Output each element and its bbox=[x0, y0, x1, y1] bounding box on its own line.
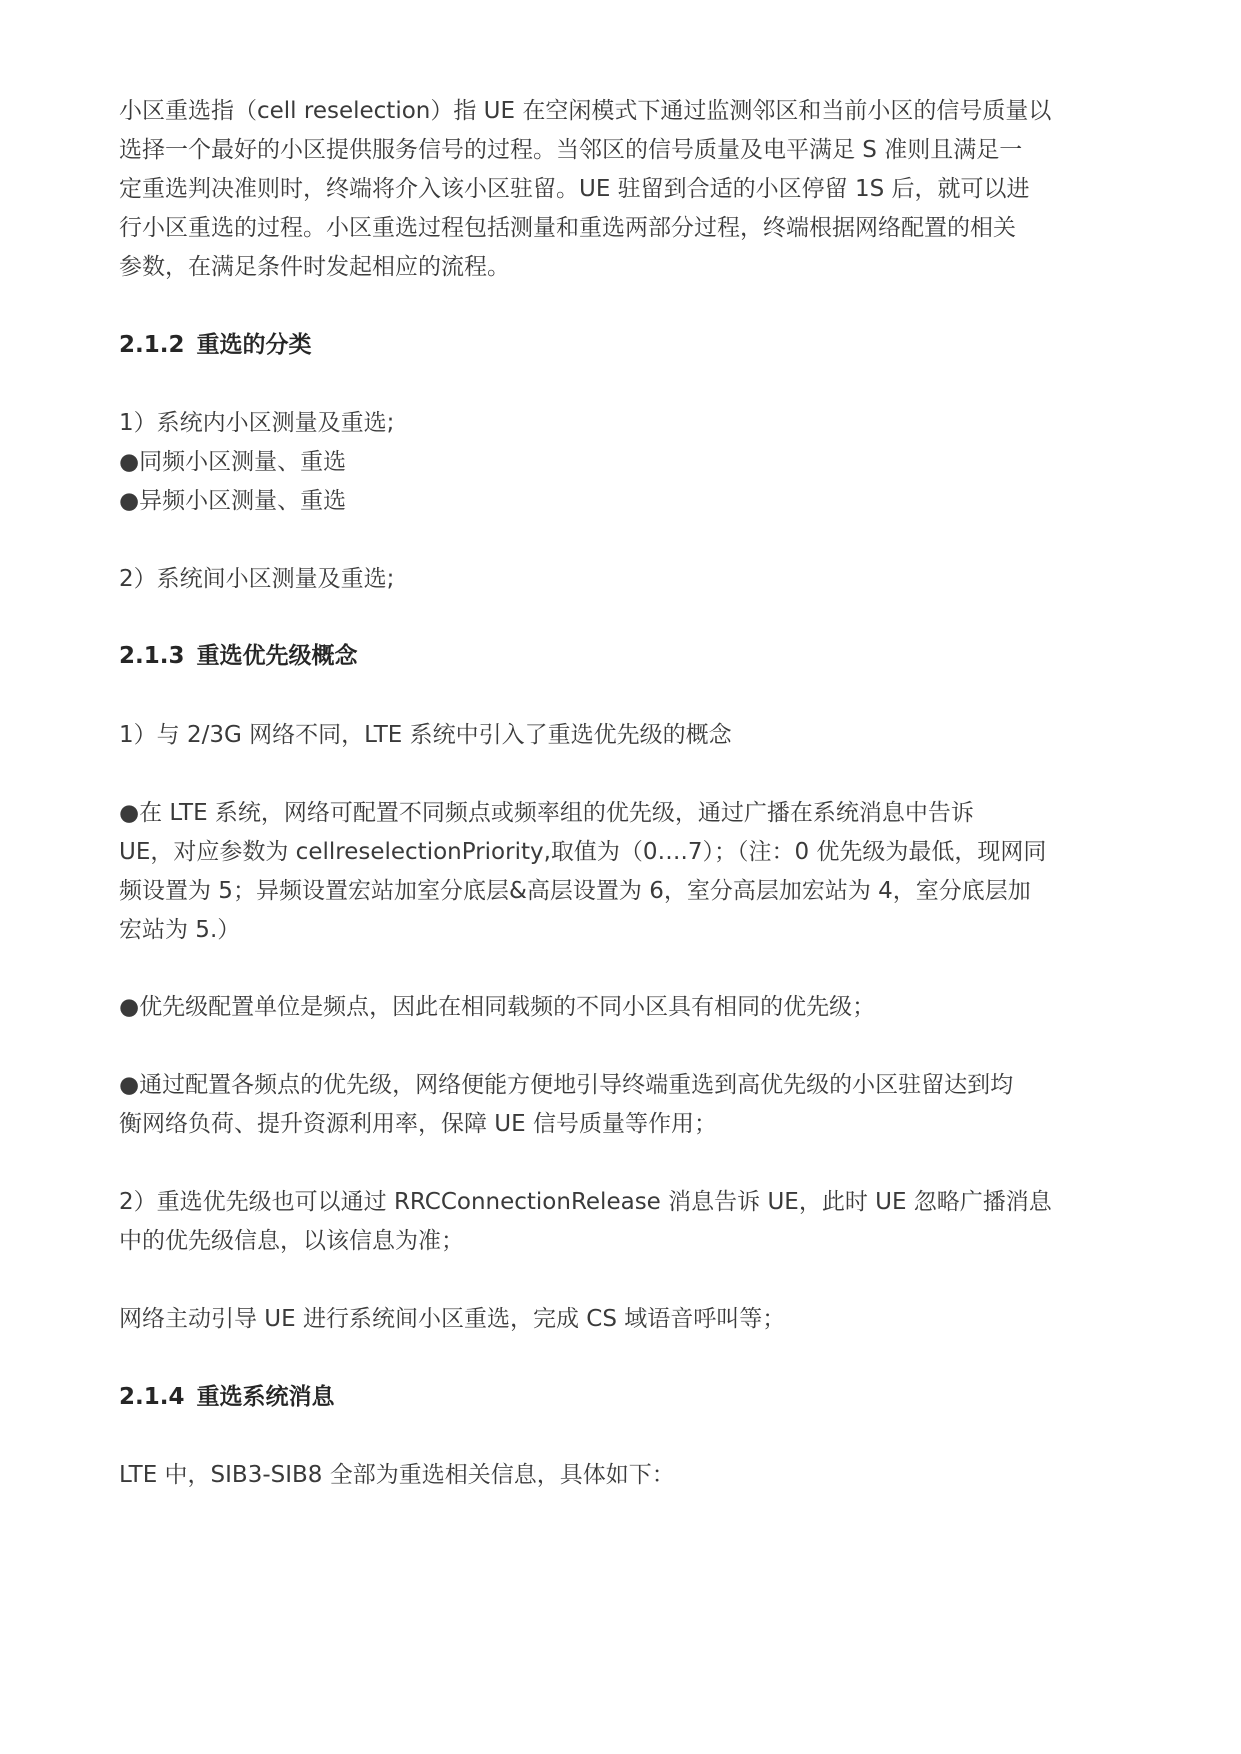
paragraph-line: LTE 中，SIB3-SIB8 全部为重选相关信息，具体如下： bbox=[119, 1462, 675, 1488]
classification-list-inter bbox=[119, 560, 1119, 599]
paragraph-line: 网络主动引导 UE 进行系统间小区重选，完成 CS 域语音呼叫等； bbox=[119, 1306, 786, 1332]
list-item: 2）系统间小区测量及重选; bbox=[119, 566, 395, 592]
paragraph-line: UE，对应参数为 cellreselectionPriority,取值为（0….7）；（注：0 优先级为最低，现网同 bbox=[119, 839, 1047, 865]
intro-line: 小区重选指（cell reselection）指 UE 在空闲模式下通过监测邻区和当前小区的信号质量以 bbox=[119, 98, 1052, 124]
intro-line: 定重选判决准则时，终端将介入该小区驻留。UE 驻留到合适的小区停留 1S 后，就可以进 bbox=[119, 176, 1030, 202]
section-heading-2-1-2 bbox=[119, 326, 312, 365]
paragraph-line: 1）与 2/3G 网络不同，LTE 系统中引入了重选优先级的概念 bbox=[119, 722, 732, 748]
section-title: 重选的分类 bbox=[196, 332, 312, 358]
priority-paragraph-6 bbox=[119, 1300, 1119, 1339]
priority-paragraph-4 bbox=[119, 1066, 1119, 1144]
section-number: 2.1.4 bbox=[119, 1384, 185, 1410]
priority-paragraph-5 bbox=[119, 1183, 1119, 1261]
paragraph-line: ●优先级配置单位是频点，因此在相同载频的不同小区具有相同的优先级； bbox=[119, 994, 876, 1020]
section-number: 2.1.2 bbox=[119, 332, 185, 358]
section-number: 2.1.3 bbox=[119, 643, 185, 669]
priority-paragraph-3 bbox=[119, 988, 1119, 1027]
section-heading-2-1-4 bbox=[119, 1378, 335, 1417]
section-title: 重选优先级概念 bbox=[196, 643, 358, 669]
paragraph-line: 频设置为 5；异频设置宏站加室分底层&高层设置为 6，室分高层加宏站为 4，室分底层加 bbox=[119, 878, 1031, 904]
list-item: 1）系统内小区测量及重选; bbox=[119, 410, 395, 436]
priority-paragraph-2 bbox=[119, 794, 1119, 950]
system-message-paragraph bbox=[119, 1456, 1119, 1495]
priority-paragraph-1 bbox=[119, 716, 1119, 755]
paragraph-line: ●通过配置各频点的优先级，网络便能方便地引导终端重选到高优先级的小区驻留达到均 bbox=[119, 1072, 1014, 1098]
classification-list-intra bbox=[119, 404, 1119, 521]
intro-line: 参数，在满足条件时发起相应的流程。 bbox=[119, 254, 510, 280]
paragraph-line: 2）重选优先级也可以通过 RRCConnectionRelease 消息告诉 UE，此时 UE 忽略广播消息 bbox=[119, 1189, 1052, 1215]
section-heading-2-1-3 bbox=[119, 637, 358, 676]
paragraph-line: 中的优先级信息，以该信息为准； bbox=[119, 1228, 464, 1254]
intro-line: 选择一个最好的小区提供服务信号的过程。当邻区的信号质量及电平满足 S 准则且满足一 bbox=[119, 137, 1023, 163]
paragraph-line: 宏站为 5.） bbox=[119, 917, 241, 943]
paragraph-line: 衡网络负荷、提升资源利用率，保障 UE 信号质量等作用； bbox=[119, 1111, 717, 1137]
paragraph-line: ●在 LTE 系统，网络可配置不同频点或频率组的优先级，通过广播在系统消息中告诉 bbox=[119, 800, 974, 826]
list-item: ●异频小区测量、重选 bbox=[119, 488, 347, 514]
intro-paragraph bbox=[119, 92, 1119, 287]
section-title: 重选系统消息 bbox=[196, 1384, 335, 1410]
list-item: ●同频小区测量、重选 bbox=[119, 449, 347, 475]
intro-line: 行小区重选的过程。小区重选过程包括测量和重选两部分过程，终端根据网络配置的相关 bbox=[119, 215, 1016, 241]
